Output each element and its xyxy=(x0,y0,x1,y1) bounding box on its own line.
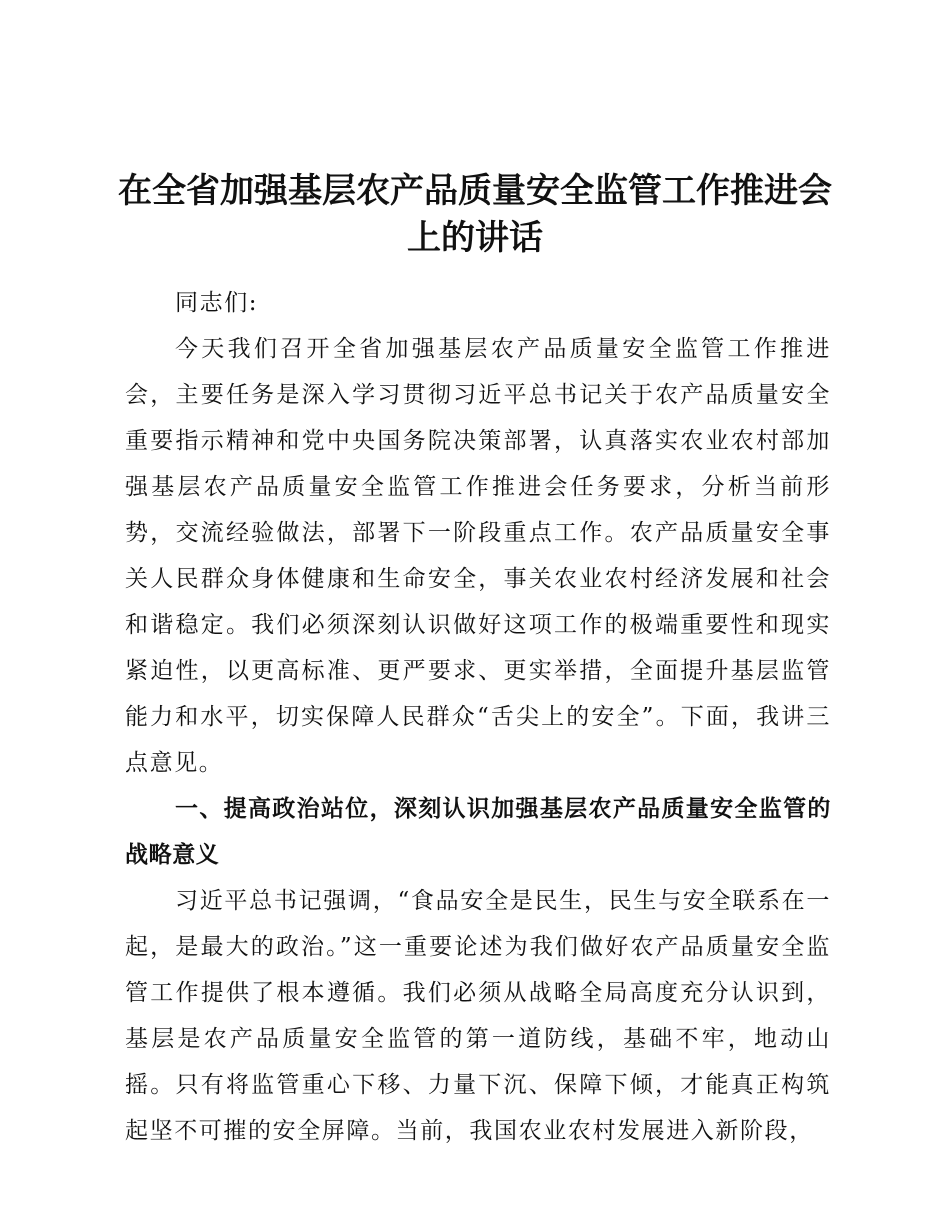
section-1-heading: 一、提高政治站位，深刻认识加强基层农产品质量安全监管的战略意义 xyxy=(125,796,831,868)
document-body xyxy=(125,280,831,1154)
salutation: 同志们: xyxy=(175,290,259,316)
intro-paragraph: 今天我们召开全省加强基层农产品质量安全监管工作推进会，主要任务是深入学习贯彻习近平总书记关于农产品质量安全重要指示精神和党中央国务院决策部署，认真落实农业农村部加强基层农产品质量安全监管工作推进会任务要求，分析当前形势，交流经验做法，部署下一阶段重点工作。农产品质量安全事关人民群众身体健康和生命安全，事关农业农村经济发展和社会和谐稳定。我们必须深刻认识做好这项工作的极端重要性和现实紧迫性，以更高标准、更严要求、更实举措，全面提升基层监管能力和水平，切实保障人民群众“舌尖上的安全”。下面，我讲三点意见。 xyxy=(125,336,831,776)
section-1-paragraph: 习近平总书记强调，“食品安全是民生，民生与安全联系在一起，是最大的政治。”这一重要论述为我们做好农产品质量安全监管工作提供了根本遵循。我们必须从战略全局高度充分认识到，基层是农产品质量安全监管的第一道防线，基础不牢，地动山摇。只有将监管重心下移、力量下沉、保障下倾，才能真正构筑起坚不可摧的安全屏障。当前，我国农业农村发展进入新阶段， xyxy=(125,888,831,1144)
document-title: 在全省加强基层农产品质量安全监管工作推进会上的讲话 xyxy=(118,171,832,258)
